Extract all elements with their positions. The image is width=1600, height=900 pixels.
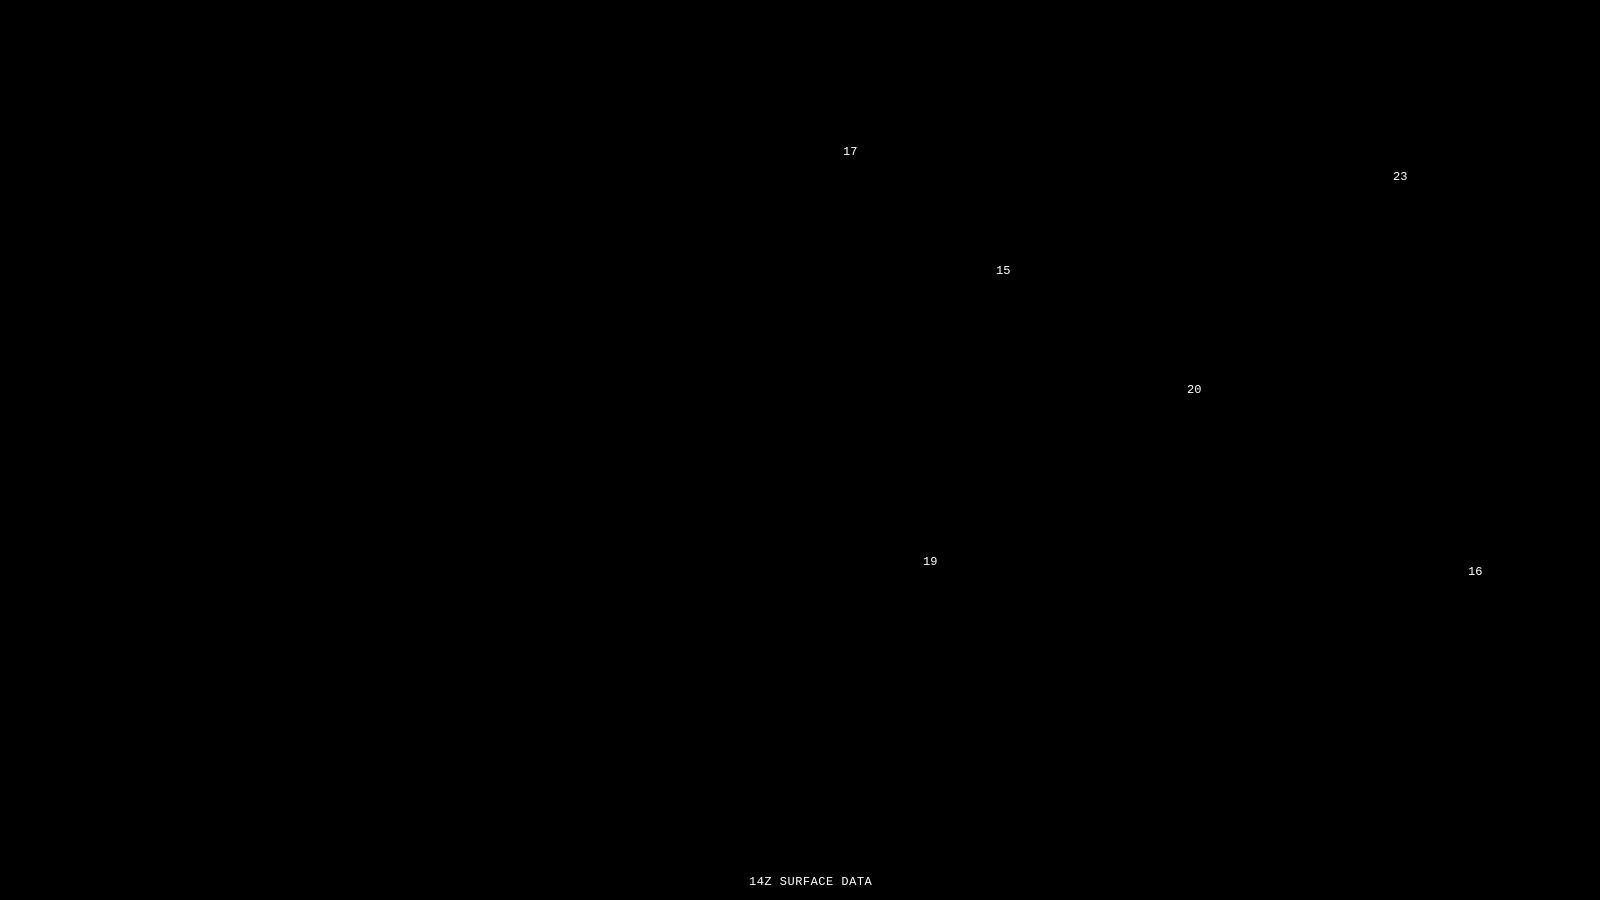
- station-value: 17: [843, 145, 858, 159]
- station-value: 15: [996, 264, 1011, 278]
- station-value: 19: [923, 555, 938, 569]
- station-value: 23: [1393, 170, 1408, 184]
- station-value: 16: [1468, 565, 1483, 579]
- plot-caption: 14Z SURFACE DATA: [749, 875, 873, 889]
- station-value: 20: [1187, 383, 1202, 397]
